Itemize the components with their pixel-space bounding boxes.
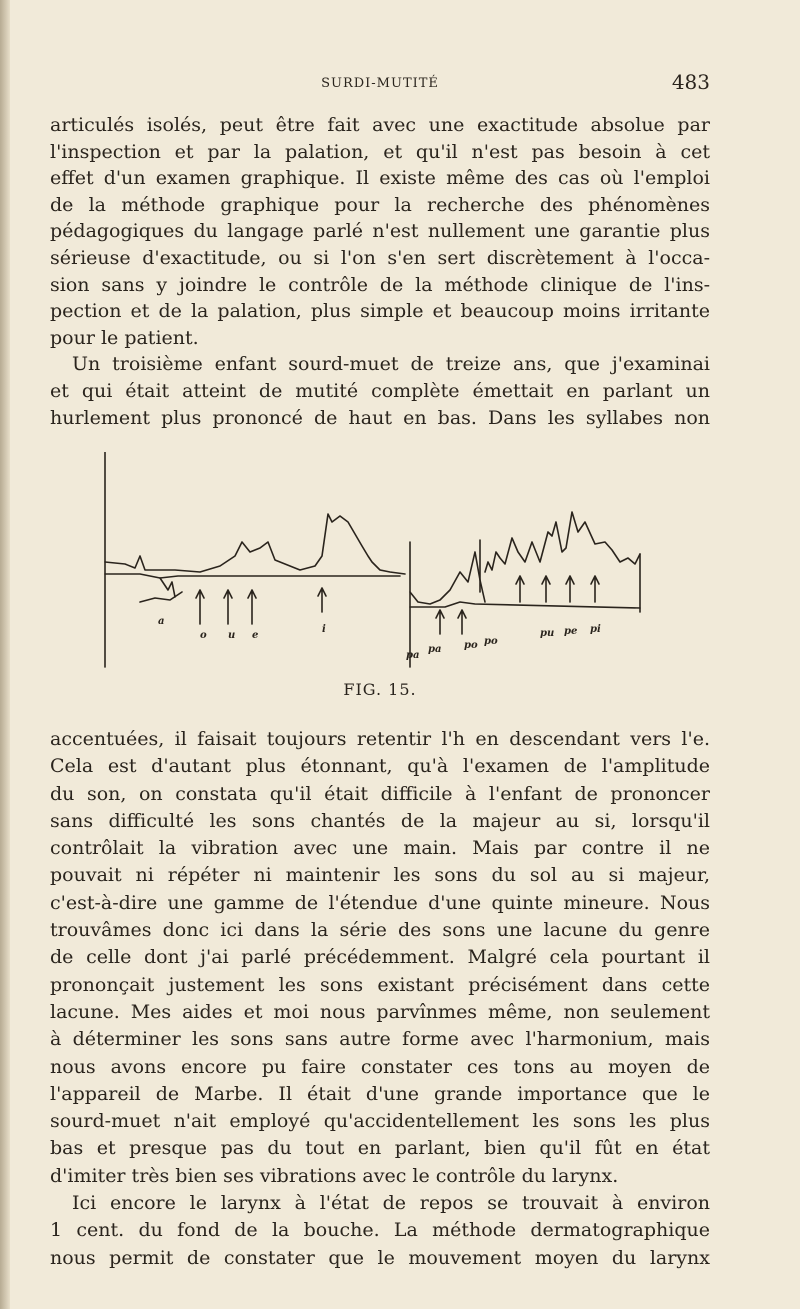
text-line: pouvait ni répéter ni maintenir les sons du sol au si majeur, [50, 864, 710, 887]
text-line: contrôlait la vibration avec une main. Mais par contre il ne [50, 837, 710, 860]
text-line: articulés isolés, peut être fait avec une exactitude absolue par [50, 114, 710, 136]
text-line: du son, on constata qu'il était difficile à l'enfant de prononcer [50, 782, 710, 805]
text-line: pédagogiques du langage parlé n'est nullement une garantie plus [50, 220, 710, 243]
page-header [50, 66, 710, 96]
figure-15-tracing [100, 452, 660, 677]
text-line: d'imiter très bien ses vibrations avec le contrôle du larynx. [50, 1164, 619, 1187]
text-line: Un troisième enfant sourd-muet de treize ans, que j'examinai [72, 353, 710, 376]
arrow-po-1 [516, 576, 524, 602]
text-line: sérieuse d'exactitude, ou si l'on s'en sert discrètement à l'occa- [50, 246, 710, 269]
baseline-left [105, 574, 400, 578]
text-line: l'inspection et par la palation, et qu'il n'est pas besoin à cet [50, 140, 710, 163]
syllable-label: po [484, 636, 498, 647]
running-head: SURDI-MUTITÉ [321, 76, 439, 91]
text-line: accentuées, il faisait toujours retentir l'h en descendant vers l'e. [50, 728, 710, 750]
text-line: Ici encore le larynx à l'état de repos se trouvait à environ [72, 1192, 710, 1215]
arrow-pu [566, 576, 574, 602]
lower-trace-left [160, 578, 175, 597]
text-line: l'appareil de Marbe. Il était d'une grande importance que le [50, 1082, 710, 1105]
paragraph-1 [50, 112, 710, 431]
arrow-pa-1 [436, 610, 444, 634]
vowel-label: e [252, 630, 259, 641]
arrow-u [224, 590, 232, 624]
vowel-label: a [158, 616, 165, 627]
text-line: sion sans y joindre le contrôle de la méthode clinique de l'ins- [50, 273, 710, 296]
text-line: de celle dont j'ai parlé précédemment. Malgré cela pourtant il [50, 946, 710, 969]
page-edge-shadow [0, 0, 10, 1309]
text-line: effet d'un examen graphique. Il existe même des cas où l'emploi [50, 167, 710, 190]
arrow-i [318, 588, 326, 612]
page-number: 483 [671, 70, 710, 94]
text-line: prononçait justement les sons existant précisément dans cette [50, 973, 710, 996]
text-line: à déterminer les sons sans autre forme avec l'harmonium, mais [50, 1028, 710, 1051]
vowel-label: u [228, 630, 236, 641]
baseline-right [410, 602, 640, 608]
text-line: trouvâmes donc ici dans la série des sons une lacune du genre [50, 919, 710, 942]
text-line: 1 cent. du fond de la bouche. La méthode dermatographique [50, 1219, 710, 1242]
arrow-pa-2 [458, 610, 466, 634]
text-line: nous avons encore pu faire constater ces tons au moyen de [50, 1055, 710, 1078]
arrow-po-2 [542, 576, 550, 602]
upper-tracing-left [105, 514, 405, 574]
arrow-e [248, 590, 256, 624]
text-line: et qui était atteint de mutité complète émettait en parlant un [50, 379, 710, 402]
text-line: bas et presque pas du tout en parlant, bien qu'il fût en état [50, 1137, 710, 1160]
text-line: hurlement plus prononcé de haut en bas. Dans les syllabes non [50, 406, 710, 429]
text-line: pection et de la palation, plus simple et beaucoup moins irritante [50, 300, 710, 323]
text-line: lacune. Mes aides et moi nous parvînmes même, non seulement [50, 1000, 710, 1023]
tracing-svg [100, 452, 660, 677]
vowel-label: i [322, 624, 326, 635]
vowel-label: o [200, 630, 207, 641]
arrow-o [196, 590, 204, 624]
lower-curve-left [140, 592, 182, 602]
syllable-label: pa [428, 644, 442, 655]
text-line: sans difficulté les sons chantés de la majeur au si, lorsqu'il [50, 809, 710, 832]
syllable-label: pe [564, 626, 578, 637]
syllable-label: pi [590, 624, 601, 635]
text-line: pour le patient. [50, 326, 199, 349]
text-line: c'est-à-dire une gamme de l'étendue d'une quinte mineure. Nous [50, 891, 710, 914]
text-line: de la méthode graphique pour la recherche des phénomènes [50, 193, 710, 216]
upper-tracing-right [480, 512, 640, 592]
paragraph-2 [50, 726, 710, 1272]
syllable-label: pu [540, 628, 555, 639]
text-line: Cela est d'autant plus étonnant, qu'à l'examen de l'amplitude [50, 755, 710, 778]
arrow-pe [591, 576, 599, 602]
text-line: sourd-muet n'ait employé qu'accidentellement les sons les plus [50, 1110, 710, 1133]
syllable-label: po [464, 640, 478, 651]
lower-tracing-right [410, 552, 485, 604]
text-line: nous permit de constater que le mouvement moyen du larynx [50, 1246, 710, 1269]
syllable-label: pa [406, 650, 420, 661]
figure-caption: FIG. 15. [343, 680, 417, 699]
